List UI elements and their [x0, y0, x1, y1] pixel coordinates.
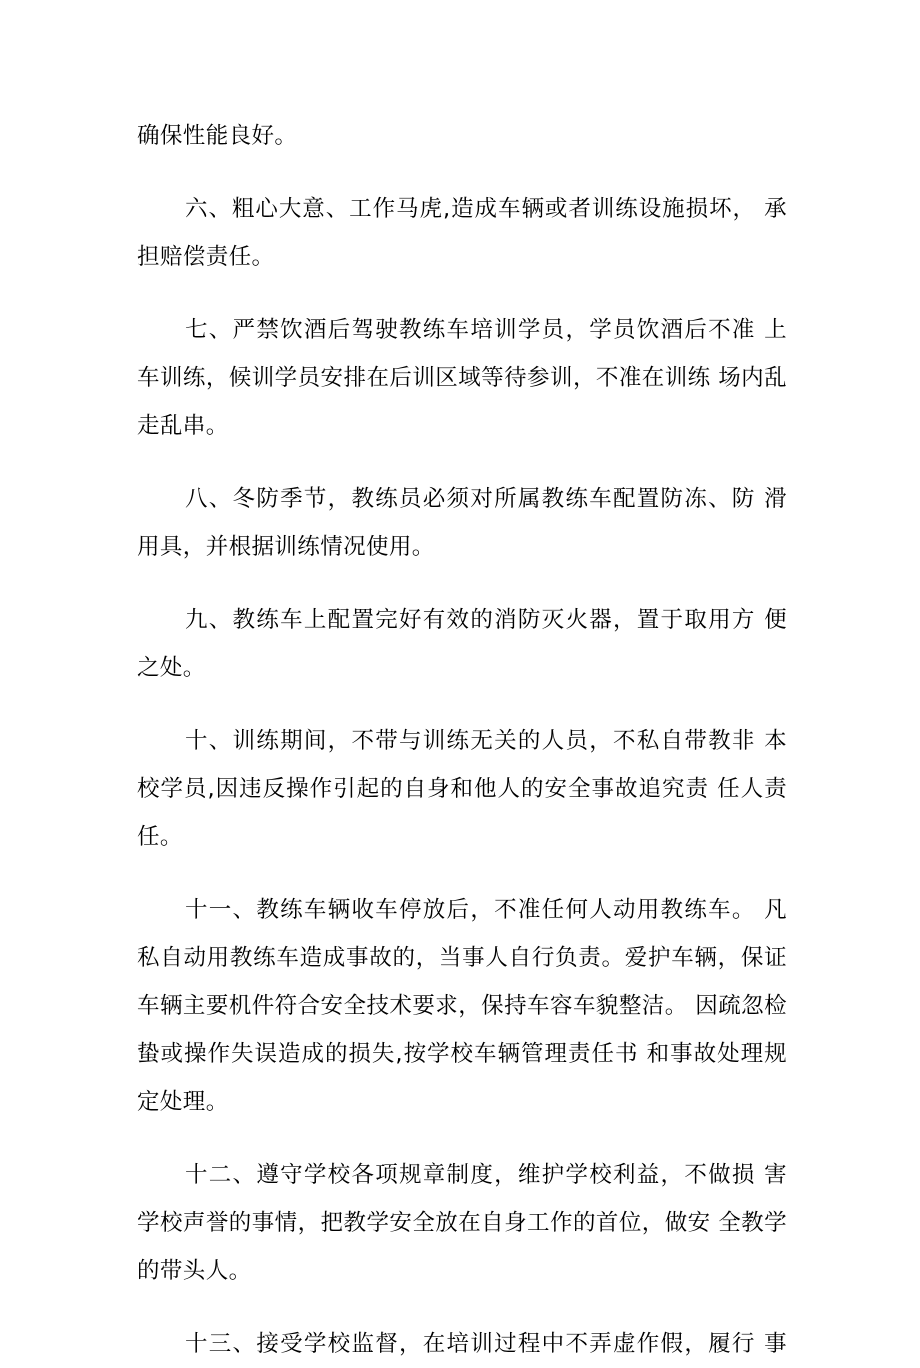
text-line: 十、训练期间，不带与训练无关的人员，不私自带教非 本 — [185, 728, 787, 754]
paragraph-p10 — [137, 717, 787, 861]
text-line: 车辆主要机件符合安全技术要求，保持车容车貌整洁。 因疏忽检 — [137, 993, 787, 1019]
document-page — [137, 112, 787, 1368]
paragraph-spacing — [137, 1126, 787, 1151]
text-line: 校学员,因违反操作引起的自身和他人的安全事故追究责 任人责 — [137, 776, 787, 802]
paragraph-spacing — [137, 450, 787, 475]
text-line: 九、教练车上配置完好有效的消防灭火器，置于取用方 便 — [185, 607, 787, 633]
text-line: 定处理。 — [137, 1089, 229, 1115]
paragraph-spacing — [137, 160, 787, 185]
text-line: 十二、遵守学校各项规章制度，维护学校利益，不做损 害 — [185, 1162, 787, 1188]
paragraph-p12 — [137, 1151, 787, 1295]
paragraph-spacing — [137, 281, 787, 306]
text-line: 八、冬防季节，教练员必须对所属教练车配置防冻、防 滑 — [185, 486, 787, 512]
paragraph-p11 — [137, 886, 787, 1126]
text-line: 用具，并根据训练情况使用。 — [137, 534, 435, 560]
text-line: 的带头人。 — [137, 1258, 252, 1284]
paragraph-spacing — [137, 692, 787, 717]
paragraph-p5-end — [137, 112, 787, 160]
paragraph-p9 — [137, 596, 787, 692]
text-line: 任。 — [137, 824, 183, 850]
paragraph-p7 — [137, 306, 787, 450]
text-line: 七、严禁饮酒后驾驶教练车培训学员，学员饮酒后不准 上 — [185, 317, 787, 343]
paragraph-p13 — [137, 1320, 787, 1368]
paragraph-spacing — [137, 1295, 787, 1320]
text-line: 之处。 — [137, 655, 206, 681]
text-line: 确保性能良好。 — [137, 123, 298, 149]
text-line: 十三、接受学校监督，在培训过程中不弄虚作假，履行 事 — [185, 1331, 787, 1357]
paragraph-spacing — [137, 861, 787, 886]
paragraph-p8 — [137, 475, 787, 571]
text-line: 车训练，候训学员安排在后训区域等待参训，不准在训练 场内乱 — [137, 365, 787, 391]
text-line: 学校声誉的事情，把教学安全放在自身工作的首位，做安 全教学 — [137, 1210, 787, 1236]
paragraph-p6 — [137, 185, 787, 281]
text-line: 私自动用教练车造成事故的，当事人自行负责。爱护车辆，保证 — [137, 945, 787, 971]
text-line: 走乱串。 — [137, 413, 229, 439]
text-line: 蛰或操作失误造成的损失,按学校车辆管理责任书 和事故处理规 — [137, 1041, 787, 1067]
text-line: 十一、教练车辆收车停放后，不准任何人动用教练车。 凡 — [185, 897, 787, 923]
text-line: 担赔偿责任。 — [137, 244, 275, 270]
paragraph-spacing — [137, 571, 787, 596]
text-line: 六、粗心大意、工作马虎,造成车辆或者训练设施损坏， 承 — [185, 196, 787, 222]
